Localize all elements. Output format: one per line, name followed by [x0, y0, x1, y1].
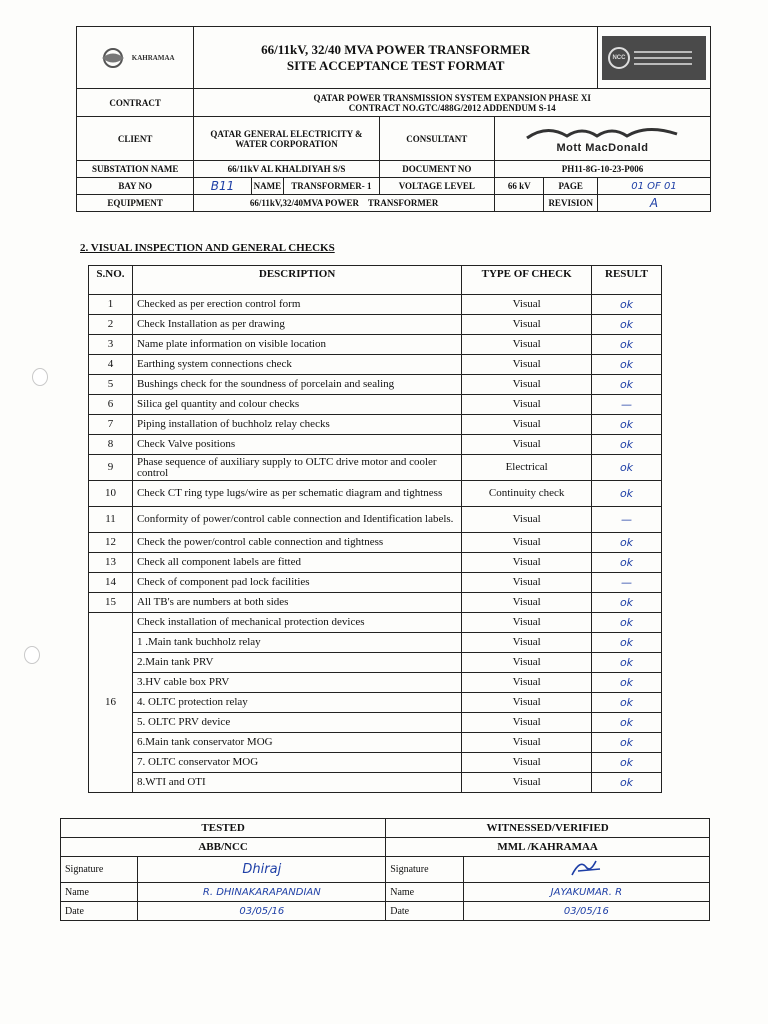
row-type: Visual — [462, 593, 592, 613]
table-row — [89, 295, 662, 315]
row-type: Visual — [462, 435, 592, 455]
row-result: ok — [592, 693, 662, 713]
row-type: Continuity check — [462, 481, 592, 507]
row-result: ok — [592, 355, 662, 375]
row-result: ok — [592, 773, 662, 793]
row-type: Visual — [462, 753, 592, 773]
document-title-line1: 66/11kV, 32/40 MVA POWER TRANSFORMER — [261, 41, 531, 57]
row-result: ok — [592, 653, 662, 673]
row-type: Visual — [462, 335, 592, 355]
date-left: 03/05/16 — [138, 902, 386, 921]
contract-line2: CONTRACT NO.GTC/488G/2012 ADDENDUM S-14 — [348, 102, 556, 113]
row-sno: 6 — [89, 395, 133, 415]
date-label-right: Date — [386, 902, 464, 921]
row-type: Visual — [462, 673, 592, 693]
row-description: 2.Main tank PRV — [132, 653, 461, 673]
punch-hole-bottom — [24, 646, 40, 664]
row-description: Check Valve positions — [132, 435, 461, 455]
equipment-label: EQUIPMENT — [77, 195, 194, 212]
row-type: Visual — [462, 355, 592, 375]
table-row — [89, 653, 662, 673]
row-description: Checked as per erection control form — [132, 295, 461, 315]
table-row — [89, 355, 662, 375]
voltage-level-value: 66 kV — [494, 178, 543, 195]
witnessed-header: WITNESSED/VERIFIED — [386, 819, 710, 838]
row-type: Visual — [462, 573, 592, 593]
row-sno: 9 — [89, 455, 133, 481]
row-description: Piping installation of buchholz relay checks — [132, 415, 461, 435]
revision-label: REVISION — [544, 195, 598, 212]
row-description: Check all component labels are fitted — [132, 553, 461, 573]
witnessed-org: MML /KAHRAMAA — [386, 838, 710, 857]
kahramaa-logo-text: KAHRAMAA — [131, 53, 175, 62]
name-label: NAME — [251, 178, 284, 195]
row-sno: 2 — [89, 315, 133, 335]
row-result: ok — [592, 375, 662, 395]
row-type: Visual — [462, 375, 592, 395]
row-sno: 4 — [89, 355, 133, 375]
signature-label-left: Signature — [61, 857, 138, 883]
row-description: 3.HV cable box PRV — [132, 673, 461, 693]
date-right: 03/05/16 — [463, 902, 709, 921]
equipment-value-part1: 66/11kV,32/40MVA POWER — [249, 198, 360, 208]
document-no-label: DOCUMENT NO — [379, 161, 494, 178]
row-description: Check CT ring type lugs/wire as per schematic diagram and tightness — [132, 481, 461, 507]
revision-value: A — [597, 195, 710, 212]
row-type: Electrical — [462, 455, 592, 481]
table-row — [89, 315, 662, 335]
signoff-table — [60, 818, 710, 921]
page-label: PAGE — [544, 178, 598, 195]
mott-macdonald-logo — [494, 117, 710, 161]
table-row — [89, 395, 662, 415]
row-result: ok — [592, 673, 662, 693]
ncc-emblem-icon: NCC — [608, 47, 630, 69]
table-row — [89, 713, 662, 733]
table-row — [89, 613, 662, 633]
kahramaa-emblem-icon — [96, 47, 130, 69]
table-row — [89, 773, 662, 793]
row-sno: 5 — [89, 375, 133, 395]
table-row — [89, 455, 662, 481]
row-result: ok — [592, 633, 662, 653]
row-description: 8.WTI and OTI — [132, 773, 461, 793]
table-row — [89, 375, 662, 395]
table-row — [89, 673, 662, 693]
col-header-sno: S.NO. — [89, 266, 133, 295]
signature-label-right: Signature — [386, 857, 464, 883]
name-right: JAYAKUMAR. R — [463, 883, 709, 902]
contract-label: CONTRACT — [77, 89, 194, 117]
substation-value: 66/11kV AL KHALDIYAH S/S — [194, 161, 379, 178]
page-value: 01 OF 01 — [597, 178, 710, 195]
row-description: Bushings check for the soundness of porcelain and sealing — [132, 375, 461, 395]
row-sno: 1 — [89, 295, 133, 315]
table-row — [89, 435, 662, 455]
row-result: ok — [592, 533, 662, 553]
row-type: Visual — [462, 553, 592, 573]
client-label: CLIENT — [77, 117, 194, 161]
row-type: Visual — [462, 315, 592, 335]
row-sno: 11 — [89, 507, 133, 533]
equipment-value-part2: TRANSFORMER — [367, 198, 439, 208]
row-sno: 15 — [89, 593, 133, 613]
row-sno: 8 — [89, 435, 133, 455]
table-row — [89, 553, 662, 573]
row-type: Visual — [462, 773, 592, 793]
row-result: ok — [592, 753, 662, 773]
row-description: Check of component pad lock facilities — [132, 573, 461, 593]
voltage-level-label: VOLTAGE LEVEL — [379, 178, 494, 195]
table-row — [89, 415, 662, 435]
table-row — [89, 593, 662, 613]
signature-right — [463, 857, 709, 883]
row-result: ok — [592, 315, 662, 335]
tested-header: TESTED — [61, 819, 386, 838]
row-description: Silica gel quantity and colour checks — [132, 395, 461, 415]
row-result: — — [592, 507, 662, 533]
name-value: TRANSFORMER- 1 — [284, 178, 380, 195]
name-label-left: Name — [61, 883, 138, 902]
row-result: ok — [592, 613, 662, 633]
row-type: Visual — [462, 395, 592, 415]
row-result: ok — [592, 415, 662, 435]
row-type: Visual — [462, 533, 592, 553]
signature-scribble-icon — [566, 857, 606, 879]
col-header-description: DESCRIPTION — [132, 266, 461, 295]
col-header-type: TYPE OF CHECK — [462, 266, 592, 295]
row-result: — — [592, 395, 662, 415]
document-title-line2: SITE ACCEPTANCE TEST FORMAT — [286, 57, 505, 73]
row-type: Visual — [462, 613, 592, 633]
contract-line1: QATAR POWER TRANSMISSION SYSTEM EXPANSION PHASE XI — [313, 92, 591, 103]
row-description: 7. OLTC conservator MOG — [132, 753, 461, 773]
row-description: 5. OLTC PRV device — [132, 713, 461, 733]
row-type: Visual — [462, 733, 592, 753]
row-sno: 7 — [89, 415, 133, 435]
row-description: 1 .Main tank buchholz relay — [132, 633, 461, 653]
row-result: ok — [592, 481, 662, 507]
row-description: All TB's are numbers at both sides — [132, 593, 461, 613]
row-description: Name plate information on visible location — [132, 335, 461, 355]
row-sno: 12 — [89, 533, 133, 553]
table-row — [89, 533, 662, 553]
section-title: 2. VISUAL INSPECTION AND GENERAL CHECKS — [80, 242, 335, 254]
table-row — [89, 335, 662, 355]
date-label-left: Date — [61, 902, 138, 921]
table-row — [89, 693, 662, 713]
name-label-right: Name — [386, 883, 464, 902]
ncc-logo — [597, 27, 710, 89]
row-sno-group: 16 — [89, 613, 133, 793]
row-type: Visual — [462, 693, 592, 713]
row-type: Visual — [462, 633, 592, 653]
header-table — [76, 26, 711, 212]
consultant-label: CONSULTANT — [379, 117, 494, 161]
row-type: Visual — [462, 415, 592, 435]
row-description: Phase sequence of auxiliary supply to OLTC drive motor and cooler control — [132, 455, 461, 481]
table-row — [89, 733, 662, 753]
row-result: ok — [592, 713, 662, 733]
table-row — [89, 481, 662, 507]
row-description: 6.Main tank conservator MOG — [132, 733, 461, 753]
row-result: — — [592, 573, 662, 593]
consultant-logo-text: Mott MacDonald — [556, 141, 649, 154]
table-row — [89, 507, 662, 533]
table-row — [89, 573, 662, 593]
tested-org: ABB/NCC — [61, 838, 386, 857]
equipment-value — [194, 195, 495, 212]
substation-label: SUBSTATION NAME — [77, 161, 194, 178]
row-type: Visual — [462, 295, 592, 315]
row-description: Conformity of power/control cable connection and Identification labels. — [132, 507, 461, 533]
client-line1: QATAR GENERAL ELECTRICITY & — [210, 128, 363, 139]
row-result: ok — [592, 553, 662, 573]
row-sno: 3 — [89, 335, 133, 355]
bay-no-label: BAY NO — [77, 178, 194, 195]
row-result: ok — [592, 295, 662, 315]
mott-macdonald-wave-icon — [522, 124, 682, 140]
row-type: Visual — [462, 507, 592, 533]
row-description: Check Installation as per drawing — [132, 315, 461, 335]
col-header-result: RESULT — [592, 266, 662, 295]
row-result: ok — [592, 593, 662, 613]
bay-no-value: B11 — [194, 178, 251, 195]
document-no-value: PH11-8G-10-23-P006 — [494, 161, 710, 178]
row-type: Visual — [462, 713, 592, 733]
row-sno: 13 — [89, 553, 133, 573]
checks-table — [88, 265, 662, 793]
table-row — [89, 753, 662, 773]
row-description: Check the power/control cable connection and tightness — [132, 533, 461, 553]
kahramaa-logo — [77, 27, 194, 89]
row-result: ok — [592, 455, 662, 481]
punch-hole-top — [32, 368, 48, 386]
row-result: ok — [592, 733, 662, 753]
table-row — [89, 633, 662, 653]
row-type: Visual — [462, 653, 592, 673]
row-sno: 10 — [89, 481, 133, 507]
row-description: Earthing system connections check — [132, 355, 461, 375]
row-description: Check installation of mechanical protection devices — [132, 613, 461, 633]
row-description: 4. OLTC protection relay — [132, 693, 461, 713]
name-left: R. DHINAKARAPANDIAN — [138, 883, 386, 902]
row-result: ok — [592, 435, 662, 455]
signature-left: Dhiraj — [138, 857, 386, 883]
row-result: ok — [592, 335, 662, 355]
client-line2: WATER CORPORATION — [235, 138, 338, 149]
row-sno: 14 — [89, 573, 133, 593]
